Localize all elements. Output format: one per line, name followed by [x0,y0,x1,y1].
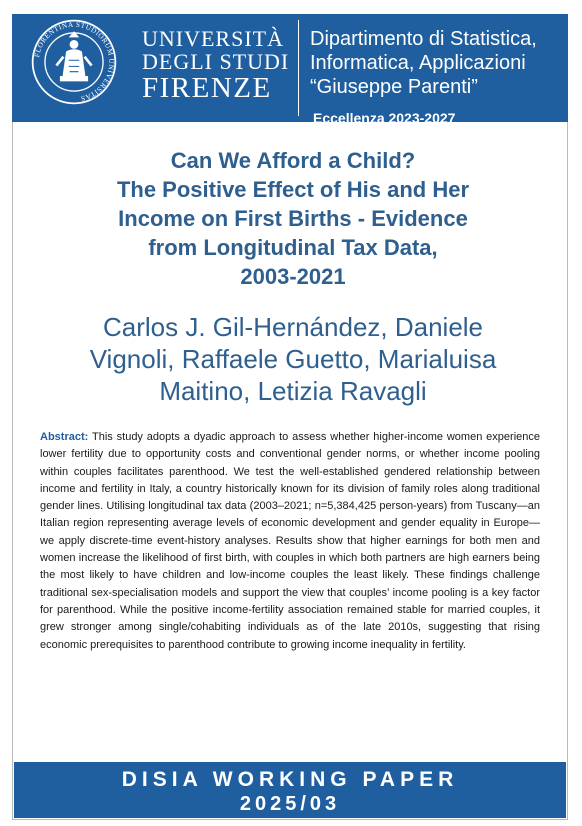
university-line: UNIVERSITÀ [142,26,284,51]
page-frame [12,14,568,820]
header-divider [298,20,299,116]
university-name [142,26,292,106]
author-line: Maitino, Letizia Ravagli [159,376,427,406]
title-line: The Positive Effect of His and Her [116,177,470,202]
title-line: from Longitudinal Tax Data, [148,235,438,260]
abstract-text: This study adopts a dyadic approach to assess whether higher-income women experience lower fertility due to opportunity costs and conventional gender norms, or whether income pooling within couples facilitates parenthood. We test the well-established gendered relationship between income and fertility in Italy, a country historically known for its division of family roles along traditional gender lines. Utilising longitudinal tax data (2003–2021; n=5,384,425 person-years) from Tuscany—an Italian region representing average levels of economic development and gender equality in Europe—we apply discrete-time event-history analyses. Results show that higher earnings for both men and women increase the likelihood of first birth, with couples in which both partners are high earners being the most likely to have children and low-income couples the least likely. These findings challenge traditional sex-specialisation models and support the view that couples’ income pooling is a key factor for parenthood. While the positive income-fertility association remained stable for married couples, it grew stronger among single/cohabiting individuals as of the late 2010s, suggesting that rising economic prerequisites to parenthood contribute to growing income inequality in fertility. [40,431,540,651]
university-line: FIRENZE [142,72,272,104]
department-line: Informatica, Applicazioni [310,52,526,74]
university-seal-logo [30,18,118,106]
author-line: Vignoli, Raffaele Guetto, Marialuisa [89,344,497,374]
university-line: DEGLI STUDI [142,49,290,74]
author-line: Carlos J. Gil-Hernández, Daniele [102,312,484,342]
seal-lettering: FLORENTINA STUDIORUM UNIVERSITAS [33,20,116,103]
title-line: Can We Afford a Child? [170,148,416,173]
header-banner [12,14,568,126]
paper-title [40,146,546,291]
department-line: Dipartimento di Statistica, [310,28,537,50]
title-line: 2003-2021 [240,264,346,289]
working-paper-number: 2025/03 [239,793,341,815]
author-list [40,311,546,407]
excellence-label: Eccellenza 2023-2027 [313,110,456,126]
abstract [40,429,540,654]
footer-banner [14,762,566,818]
abstract-label: Abstract: [40,431,89,443]
working-paper-series: DISIA WORKING PAPER [121,768,459,791]
department-line: “Giuseppe Parenti” [310,76,478,98]
title-line: Income on First Births - Evidence [118,206,468,231]
